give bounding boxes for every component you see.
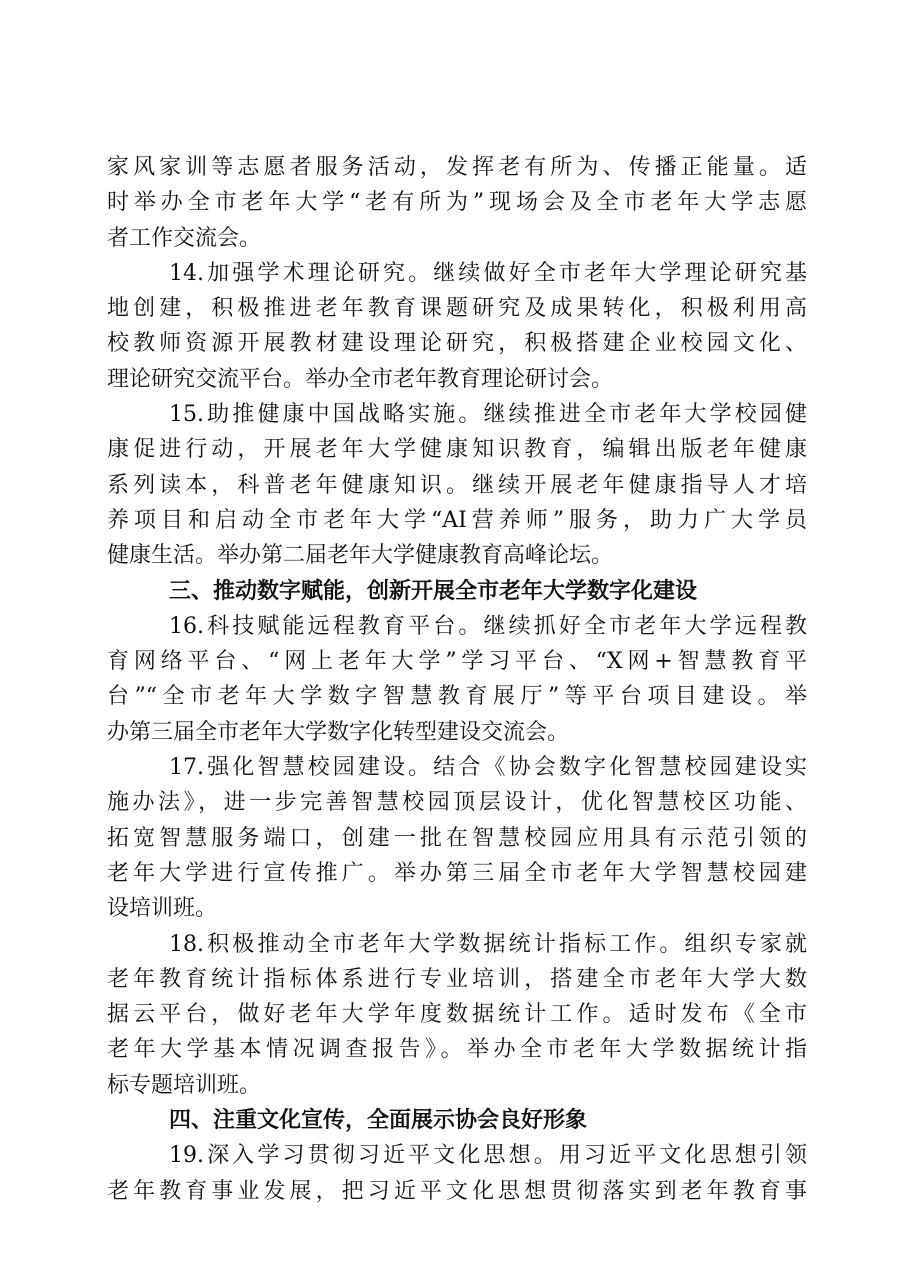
text-line: 据云平台，做好老年大学年度数据统计工作。适时发布《全市 [107, 1002, 807, 1028]
text-line: 拓宽智慧服务端口，创建一批在智慧校园应用具有示范引领的 [107, 825, 807, 851]
paragraph-14-start: 14.加强学术理论研究。继续做好全市老年大学理论研究基 [169, 260, 807, 286]
text-line: 办第三届全市老年大学数字化转型建设交流会。 [107, 719, 570, 745]
text-line: 老年大学进行宣传推广。举办第三届全市老年大学智慧校园建 [107, 860, 807, 886]
paragraph-16-start: 16.科技赋能远程教育平台。继续抓好全市老年大学远程教 [169, 613, 807, 639]
text-line: 台”“全市老年大学数字智慧教育展厅”等平台项目建设。举 [107, 684, 807, 710]
section-heading-3: 三、推动数字赋能，创新开展全市老年大学数字化建设 [169, 578, 698, 604]
text-line: 老年教育统计指标体系进行专业培训，搭建全市老年大学大数 [107, 966, 807, 992]
paragraph-15-start: 15.助推健康中国战略实施。继续推进全市老年大学校园健 [169, 402, 807, 428]
text-line: 育网络平台、“网上老年大学”学习平台、“X网+智慧教育平 [107, 649, 807, 675]
text-line: 老年大学基本情况调查报告》。举办全市老年大学数据统计指 [107, 1037, 807, 1063]
paragraph-17-start: 17.强化智慧校园建设。结合《协会数字化智慧校园建设实 [169, 755, 807, 781]
text-line: 养项目和启动全市老年大学“AI营养师”服务，助力广大学员 [107, 507, 807, 533]
paragraph-19-start: 19.深入学习贯彻习近平文化思想。用习近平文化思想引领 [169, 1143, 807, 1169]
text-line: 者工作交流会。 [107, 225, 262, 251]
text-line: 系列读本，科普老年健康知识。继续开展老年健康指导人才培 [107, 472, 807, 498]
text-line: 施办法》，进一步完善智慧校园顶层设计，优化智慧校区功能、 [107, 790, 807, 816]
document-body [107, 150, 807, 1209]
text-line: 校教师资源开展教材建设理论研究，积极搭建企业校园文化、 [107, 331, 807, 357]
text-line: 标专题培训班。 [107, 1072, 262, 1098]
text-line: 康促进行动，开展老年大学健康知识教育，编辑出版老年健康 [107, 437, 807, 463]
text-line: 地创建，积极推进老年教育课题研究及成果转化，积极利用高 [107, 296, 807, 322]
text-line: 家风家训等志愿者服务活动，发挥老有所为、传播正能量。适 [107, 155, 807, 180]
text-line: 老年教育事业发展，把习近平文化思想贯彻落实到老年教育事 [107, 1178, 807, 1204]
text-line: 设培训班。 [107, 896, 218, 922]
text-line: 时举办全市老年大学“老有所为”现场会及全市老年大学志愿 [107, 190, 807, 216]
text-line: 健康生活。举办第二届老年大学健康教育高峰论坛。 [107, 543, 614, 569]
section-heading-4: 四、注重文化宣传，全面展示协会良好形象 [169, 1108, 588, 1134]
paragraph-18-start: 18.积极推动全市老年大学数据统计指标工作。组织专家就 [169, 931, 807, 957]
text-line: 理论研究交流平台。举办全市老年教育理论研讨会。 [107, 366, 614, 392]
